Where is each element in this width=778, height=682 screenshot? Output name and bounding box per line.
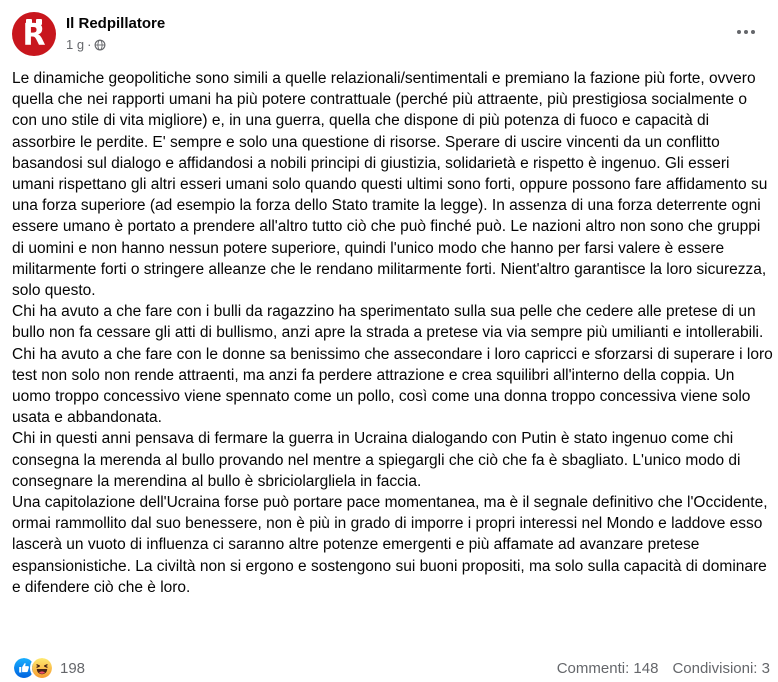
post-stats [557, 660, 770, 677]
reactions-summary[interactable] [12, 656, 85, 680]
shares-count[interactable]: Condivisioni: 3 [672, 659, 770, 677]
post-text [12, 68, 774, 598]
timestamp-row [66, 36, 165, 54]
post-meta [66, 14, 165, 54]
time-separator: · [87, 37, 92, 52]
comments-count[interactable]: Commenti: 148 [556, 659, 659, 677]
author-name[interactable]: Il Redpillatore [66, 15, 166, 32]
post-time[interactable]: 1 g [66, 37, 85, 52]
avatar-letter: R [22, 18, 46, 53]
post-header [12, 10, 766, 58]
more-options-button[interactable] [730, 18, 762, 46]
post-footer [12, 656, 770, 680]
globe-icon[interactable] [94, 39, 106, 51]
post-paragraph: Chi in questi anni pensava di fermare la guerra in Ucraina dialogando con Putin è stato ingenuo come chi consegna la merenda al bullo provando nel mentre a spiegargli che ciò che fa è sbagliato. L'unico modo di consegnare la merendina al bullo è sbriciolargliela in faccia. [12, 430, 741, 490]
post-paragraph: Le dinamiche geopolitiche sono simili a quelle relazionali/sentimentali e premiano la fazione più forte, ovvero quella che nei rapporti umani ha più potere contrattuale (perché più attraente, più prestigiosa socialmente o con uno stile di vita migliore) e, in una guerra, quella che dispone di più potenza di fuoco e capacità di assorbire le perdite. E' sempre e solo una questione di risorse. Sperare di uscire vincenti da un conflitto basandosi sul dialogo e affidandosi a nobili principi di giustizia, solidarietà e rispetto è ingenuo. Gli esseri umani rispettano gli altri esseri umani solo quando questi ultimi sono forti, oppure possono fare affidamento su una forza superiore (ad esempio la forza dello Stato tramite la legge). In assenza di una forza deterrente ogni essere umano è portato a prendere all'altro tutto ciò che può finché può. Le nazioni altro non sono che gruppi di uomini e non hanno nessun potere superiore, quindi l'unico modo che hanno per farsi valere è essere militarmente forti o stringere alleanze che le rendano militarmente forti. Nient'altro garantisce la loro sicurezza, solo questo. [12, 70, 768, 300]
reaction-count: 198 [60, 659, 86, 677]
reaction-icons [12, 656, 54, 680]
haha-icon [30, 656, 54, 680]
more-options-icon [737, 30, 755, 34]
post-paragraph: Una capitolazione dell'Ucraina forse può portare pace momentanea, ma è il segnale definitivo che l'Occidente, ormai rammollito dal suo benessere, non è più in grado di imporre i propri interessi nel Mondo e laddove esso lascerà un vuoto di influenza ci saranno altre potenze emergenti e più affamate ad avanzare pretese espansionistiche. La civiltà non si ergono e sostengono sui buoni propositi, ma solo sulla capacità di dominare e difendere ciò che è loro. [12, 494, 768, 596]
post-paragraph: Chi ha avuto a che fare con i bulli da ragazzino ha sperimentato sulla sua pelle che cedere alle pretese di un bullo non fa cessare gli atti di bullismo, anzi apre la strada a pretese via via sempre più umilianti e intollerabili. [12, 303, 764, 342]
post-paragraph: Chi ha avuto a che fare con le donne sa benissimo che assecondare i loro capricci e sforzarsi di superare i loro test non solo non rende attraenti, ma anzi fa perdere attrazione e crea squilibri all'interno della coppia. Un uomo troppo concessivo viene spennato come un pollo, così come una donna troppo concessiva viene solo usata e abbandonata. [12, 345, 773, 427]
avatar[interactable] [12, 12, 56, 56]
